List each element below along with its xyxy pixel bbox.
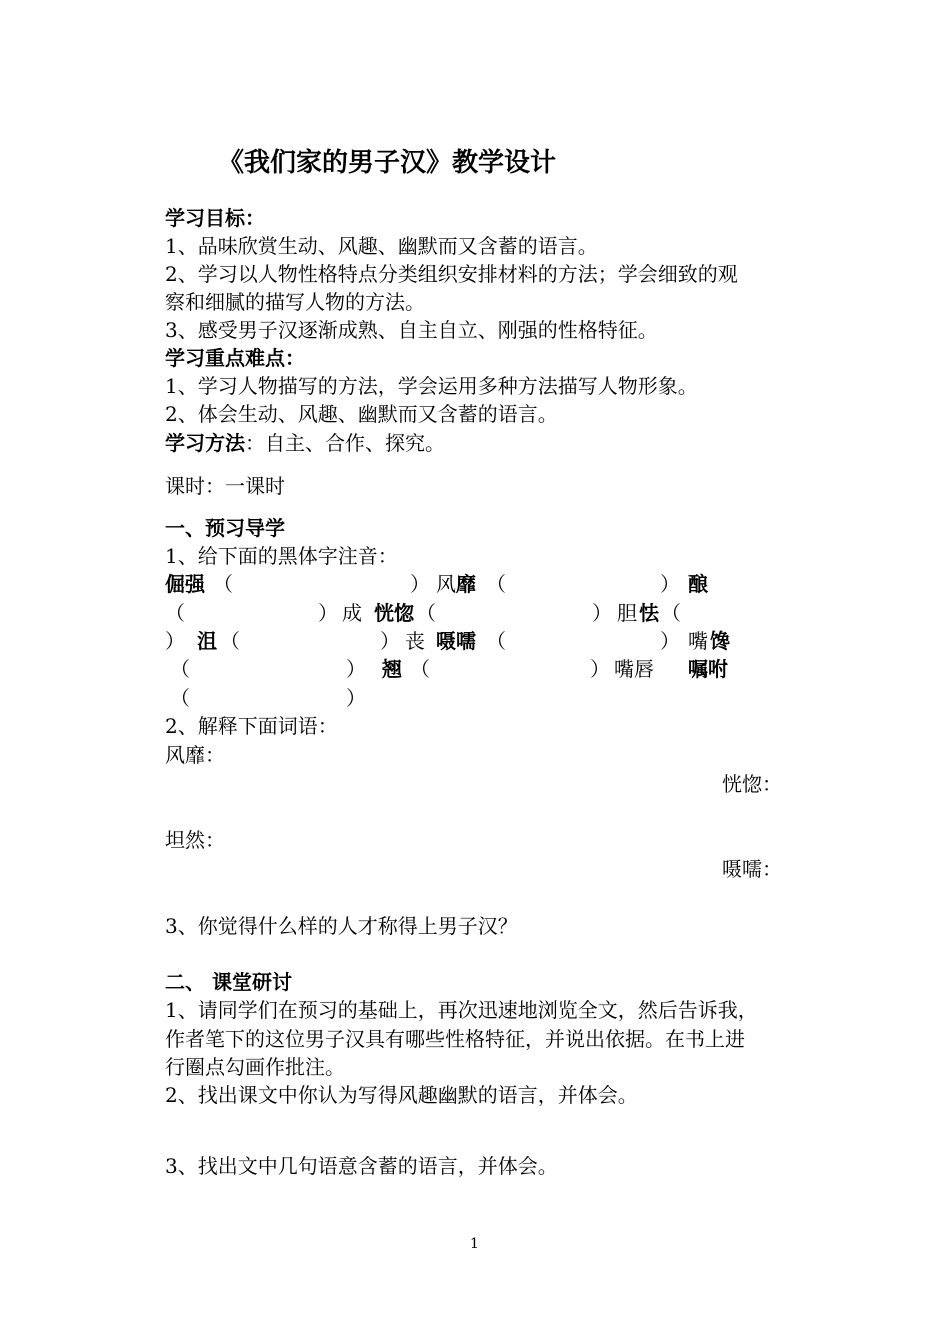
- document-title: 《我们家的男子汉》教学设计: [218, 148, 557, 178]
- pinyin-word-3: 酿: [688, 572, 708, 596]
- pinyin-word-2: 靡: [456, 572, 476, 596]
- objective-2: 2、学习以人物性格特点分类组织安排材料的方法；学会细致的观: [165, 262, 738, 286]
- section2-item-1: 1、请同学们在预习的基础上，再次迅速地浏览全文，然后告诉我，: [165, 998, 758, 1022]
- pinyin-word-10: 嘱咐: [688, 657, 728, 681]
- close-paren: ）: [318, 601, 338, 625]
- objective-1: 1、品味欣赏生动、风趣、幽默而又含蓄的语言。: [165, 234, 598, 258]
- objectives-heading: 学习目标：: [165, 206, 265, 230]
- objective-2-cont: 察和细腻的描写人物的方法。: [165, 290, 425, 314]
- section2-item-1-cont2: 行圈点勾画作批注。: [165, 1055, 345, 1079]
- section1-q2: 2、解释下面词语：: [165, 714, 338, 738]
- term-4: 嗫嚅：: [722, 857, 782, 881]
- close-paren: ）: [590, 657, 610, 681]
- close-paren: ）: [346, 686, 366, 710]
- open-paren: （: [170, 686, 190, 710]
- open-paren: （: [220, 629, 240, 653]
- section2-item-1-cont: 作者笔下的这位男子汉具有哪些性格特征，并说出依据。在书上进: [165, 1027, 745, 1051]
- close-paren: ）: [410, 572, 430, 596]
- open-paren: （: [486, 629, 506, 653]
- open-paren: （: [486, 572, 506, 596]
- section1-heading: 一、预习导学: [165, 516, 285, 540]
- method-label: 学习方法: [165, 431, 245, 455]
- method-text: ：自主、合作、探究。: [245, 431, 445, 455]
- term-3: 坦然：: [165, 828, 225, 852]
- section2-item-3: 3、找出文中几句语意含蓄的语言，并体会。: [165, 1154, 558, 1178]
- pinyin-word-4: 恍惚: [374, 601, 414, 625]
- close-paren: ）: [380, 629, 400, 653]
- close-paren: ）: [660, 572, 680, 596]
- class-period: 课时：一课时: [165, 474, 285, 498]
- section2-heading: 二、 课堂研讨: [165, 970, 292, 994]
- open-paren: （: [165, 601, 185, 625]
- pinyin-word-5: 怯: [639, 601, 659, 625]
- pinyin-word-8: 馋: [710, 629, 730, 653]
- pinyin-context: 嘴: [688, 629, 708, 653]
- close-paren: ）: [346, 657, 366, 681]
- pinyin-context: 嘴唇: [614, 657, 654, 681]
- close-paren: ）: [660, 629, 680, 653]
- open-paren: （: [416, 601, 436, 625]
- open-paren: （: [661, 601, 681, 625]
- pinyin-context: 风: [436, 572, 456, 596]
- key-point-2: 2、体会生动、风趣、幽默而又含蓄的语言。: [165, 402, 558, 426]
- close-paren: ）: [592, 601, 612, 625]
- pinyin-context: 丧: [405, 629, 425, 653]
- term-2: 恍惚：: [722, 772, 782, 796]
- term-1: 风靡：: [165, 743, 225, 767]
- page-number: 1: [470, 1236, 479, 1252]
- key-points-heading: 学习重点难点：: [165, 346, 305, 370]
- open-paren: （: [410, 657, 430, 681]
- section1-q3: 3、你觉得什么样的人才称得上男子汉？: [165, 914, 518, 938]
- section1-q1: 1、给下面的黑体字注音：: [165, 544, 398, 568]
- key-point-1: 1、学习人物描写的方法，学会运用多种方法描写人物形象。: [165, 374, 698, 398]
- pinyin-context: 成: [342, 601, 362, 625]
- pinyin-word-9: 翘: [382, 657, 402, 681]
- method-line: [165, 429, 445, 457]
- objective-3: 3、感受男子汉逐渐成熟、自主自立、刚强的性格特征。: [165, 318, 658, 342]
- pinyin-context: 胆: [617, 601, 637, 625]
- open-paren: （: [213, 572, 233, 596]
- pinyin-word-6: 沮: [197, 629, 217, 653]
- section2-item-2: 2、找出课文中你认为写得风趣幽默的语言，并体会。: [165, 1083, 638, 1107]
- close-paren: ）: [165, 629, 185, 653]
- pinyin-word-1: 倔强: [165, 572, 205, 596]
- pinyin-word-7: 嗫嚅: [436, 629, 476, 653]
- open-paren: （: [170, 657, 190, 681]
